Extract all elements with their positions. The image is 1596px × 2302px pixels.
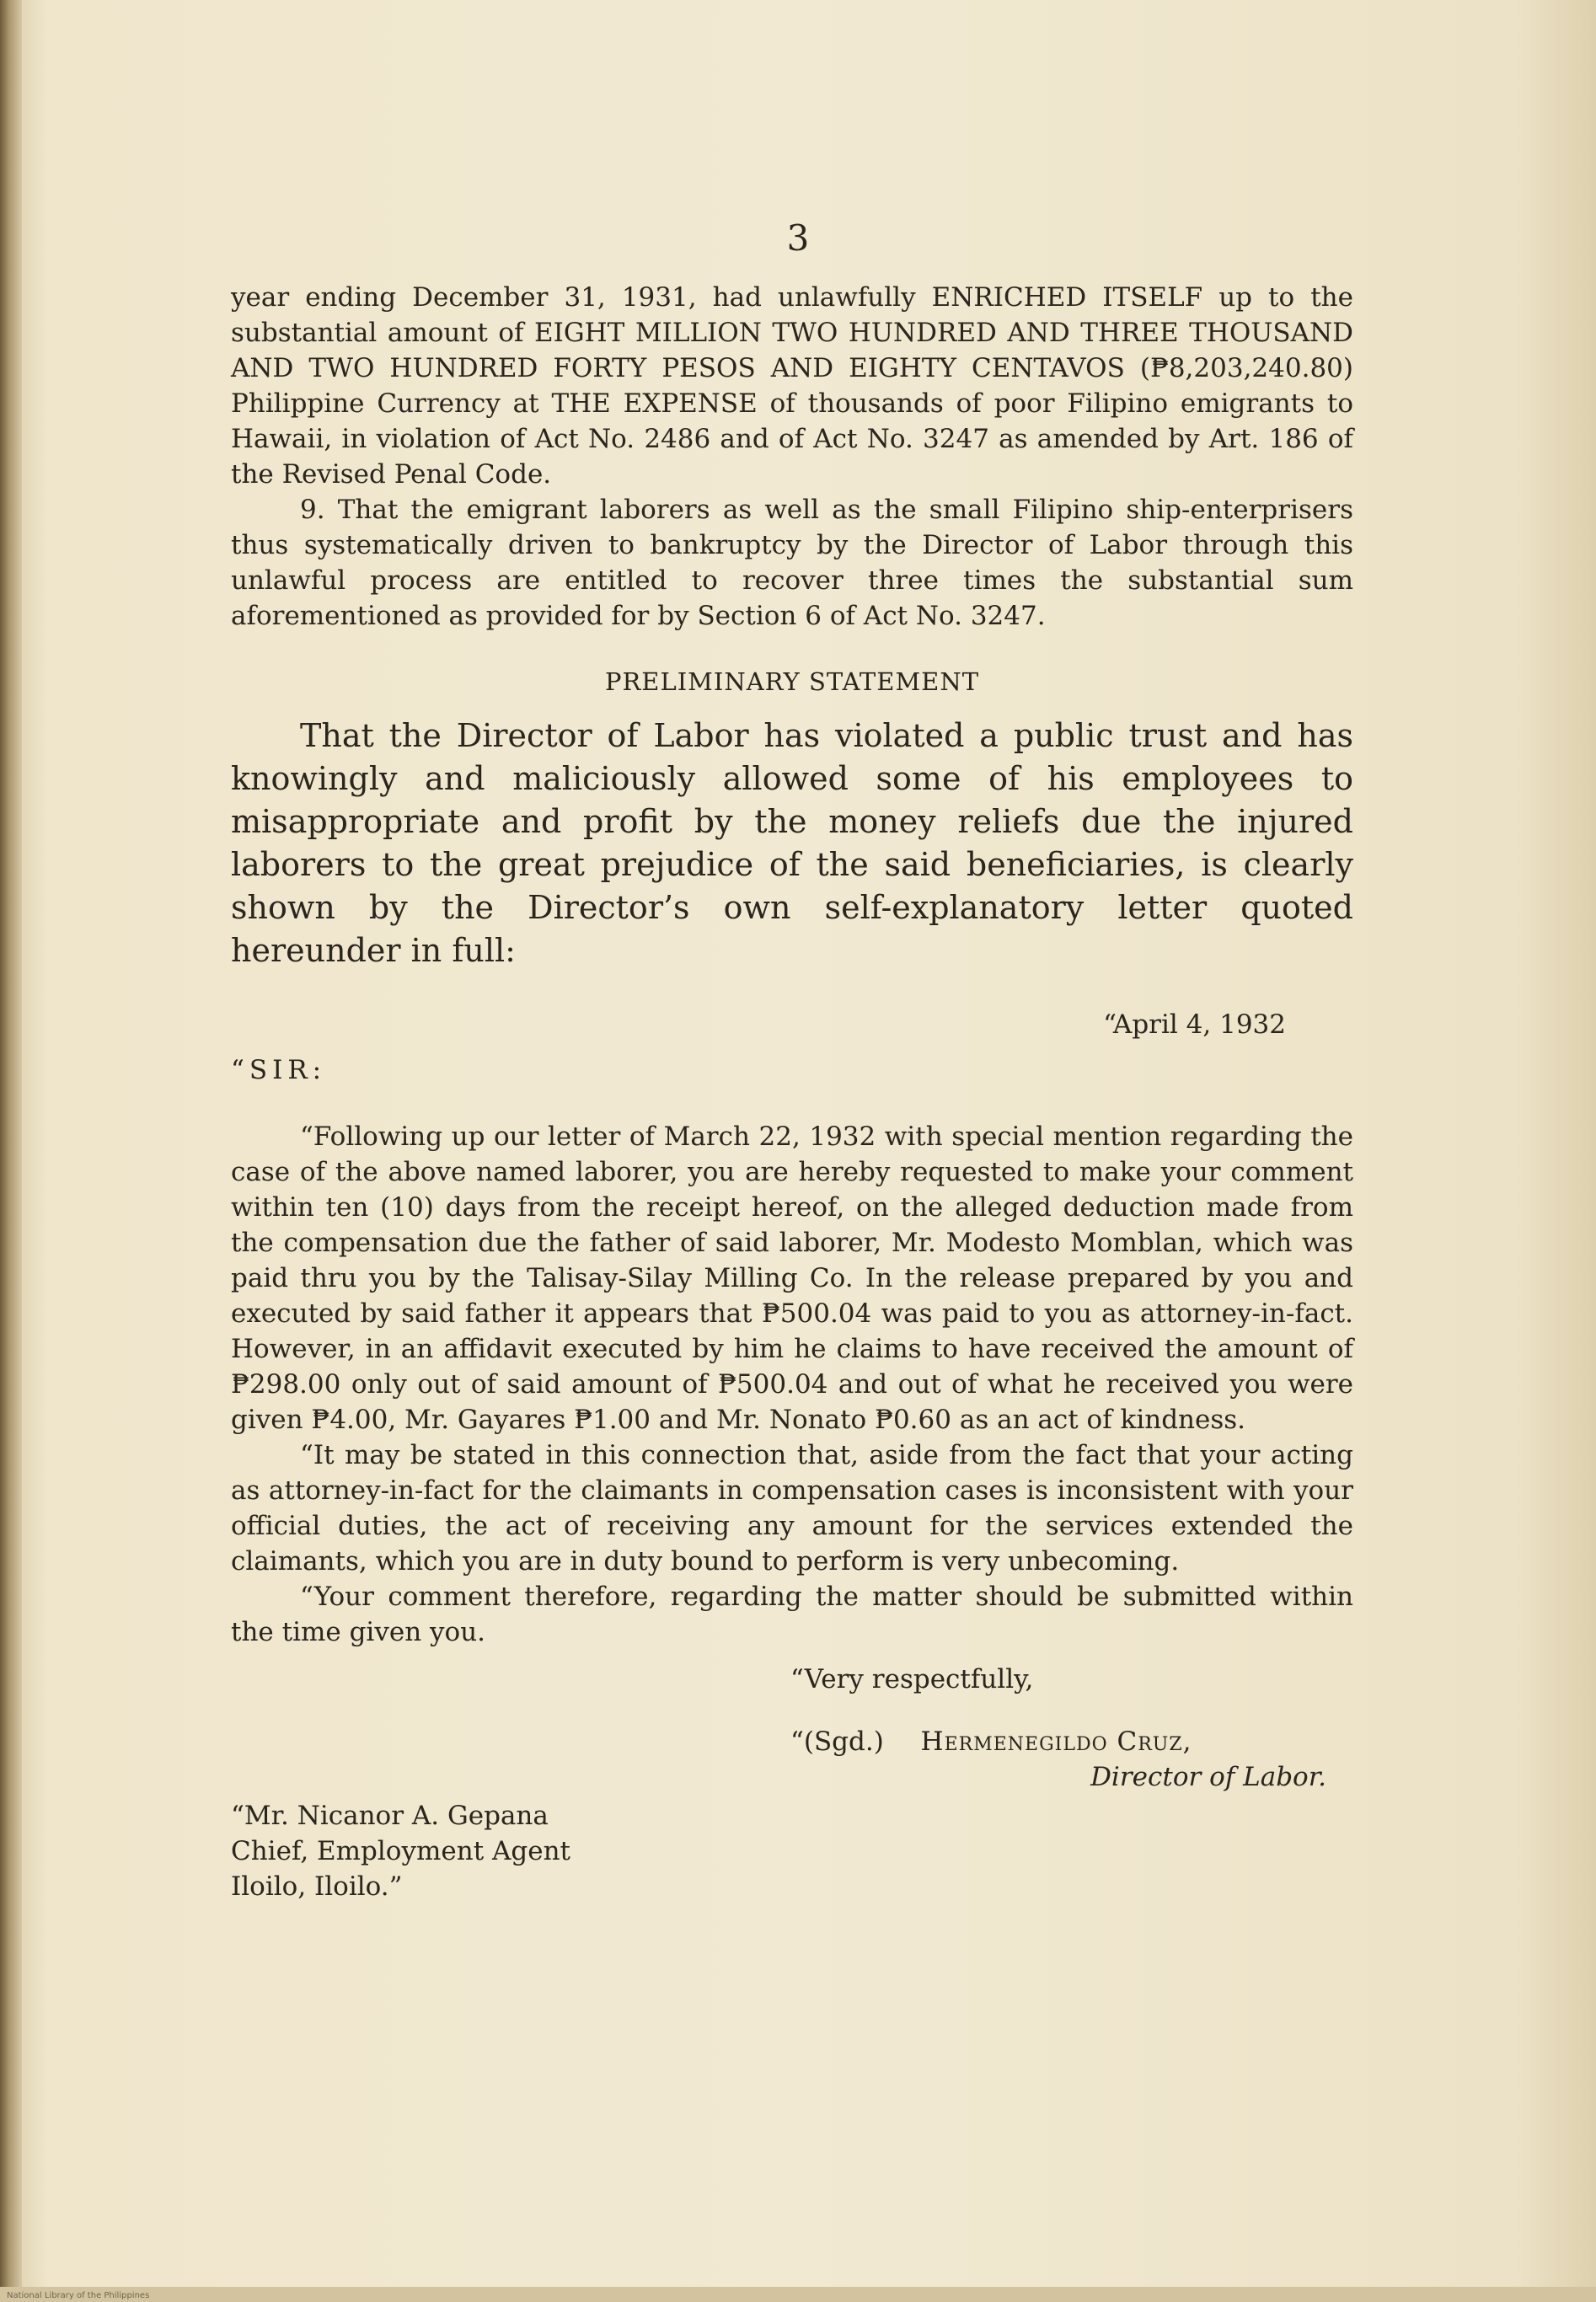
scan-footer-strip bbox=[0, 2287, 1596, 2302]
letter-date: “April 4, 1932 bbox=[1103, 1009, 1286, 1040]
paragraph-9: 9. That the emigrant laborers as well as the small Filipino ship-enterprisers thus systematically driven to bankruptcy by the Director of Labor through this unlawful process are entitled to recover three times the substantial sum aforementioned as provided for by Section 6 of Act No. 3247. bbox=[231, 495, 1353, 631]
preliminary-statement: That the Director of Labor has violated a public trust and has knowingly and maliciously allowed some of his employees to misappropriate and profit by the money reliefs due the injured laborers to the great prejudice of the said beneficiaries, is clearly shown by the Director’s own self-explanatory letter quoted hereunder in full: bbox=[231, 717, 1353, 969]
binding-spine bbox=[0, 0, 22, 2302]
body-text bbox=[231, 280, 1353, 1904]
addressee-block bbox=[231, 1798, 1353, 1904]
letter-paragraph: “Following up our letter of March 22, 1932 with special mention regarding the case of the above named laborer, you are hereby requested to make your comment within ten (10) days from the receipt hereof, on the alleged deduction made from the compensation due the father of said laborer, Mr. Modesto Momblan, which was paid thru you by the Talisay-Silay Milling Co. In the release prepared by you and executed by said father it appears that ₱500.04 was paid to you as attorney-in-fact. However, in an affidavit executed by him he claims to have received the amount of ₱298.00 only out of said amount of ₱500.04 and out of what he received you were given ₱4.00, Mr. Gayares ₱1.00 and Mr. Nonato ₱0.60 as an act of kindness. bbox=[231, 1122, 1353, 1435]
addressee-line: Iloilo, Iloilo.” bbox=[231, 1871, 403, 1902]
letter-salutation: “SIR: bbox=[231, 1055, 327, 1085]
section-heading: PRELIMINARY STATEMENT bbox=[604, 667, 980, 696]
letter-closing: “Very respectfully, bbox=[790, 1664, 1034, 1694]
addressee-line: Chief, Employment Agent bbox=[231, 1836, 570, 1866]
continuation-paragraph: year ending December 31, 1931, had unlawfully ENRICHED ITSELF up to the substantial amount of EIGHT MILLION TWO HUNDRED AND THREE THOUSAND AND TWO HUNDRED FORTY PESOS AND EIGHTY CENTAVOS (₱8,203,240.80) Philippine Currency at THE EXPENSE of thousands of poor Filipino emigrants to Hawaii, in violation of Act No. 2486 and of Act No. 3247 as amended by Art. 186 of the Revised Penal Code. bbox=[231, 282, 1353, 490]
signatory-name: Hermenegildo Cruz, bbox=[920, 1726, 1192, 1757]
addressee-line: “Mr. Nicanor A. Gepana bbox=[231, 1801, 549, 1831]
signatory-title: Director of Labor. bbox=[1090, 1762, 1326, 1792]
signed-prefix: “(Sgd.) bbox=[790, 1726, 884, 1757]
letter-paragraph: “It may be stated in this connection that, aside from the fact that your acting as attorney-in-fact for the claimants in compensation cases is inconsistent with your official duties, the act of receiving any amount for the services extended the claimants, which you are in duty bound to perform is very unbecoming. bbox=[231, 1440, 1353, 1577]
page-number: 3 bbox=[786, 217, 810, 259]
signature-line bbox=[790, 1724, 1353, 1759]
letter-paragraph: “Your comment therefore, regarding the matter should be submitted within the time given you. bbox=[231, 1582, 1353, 1647]
scan-footer-text: National Library of the Philippines bbox=[7, 2291, 150, 2300]
